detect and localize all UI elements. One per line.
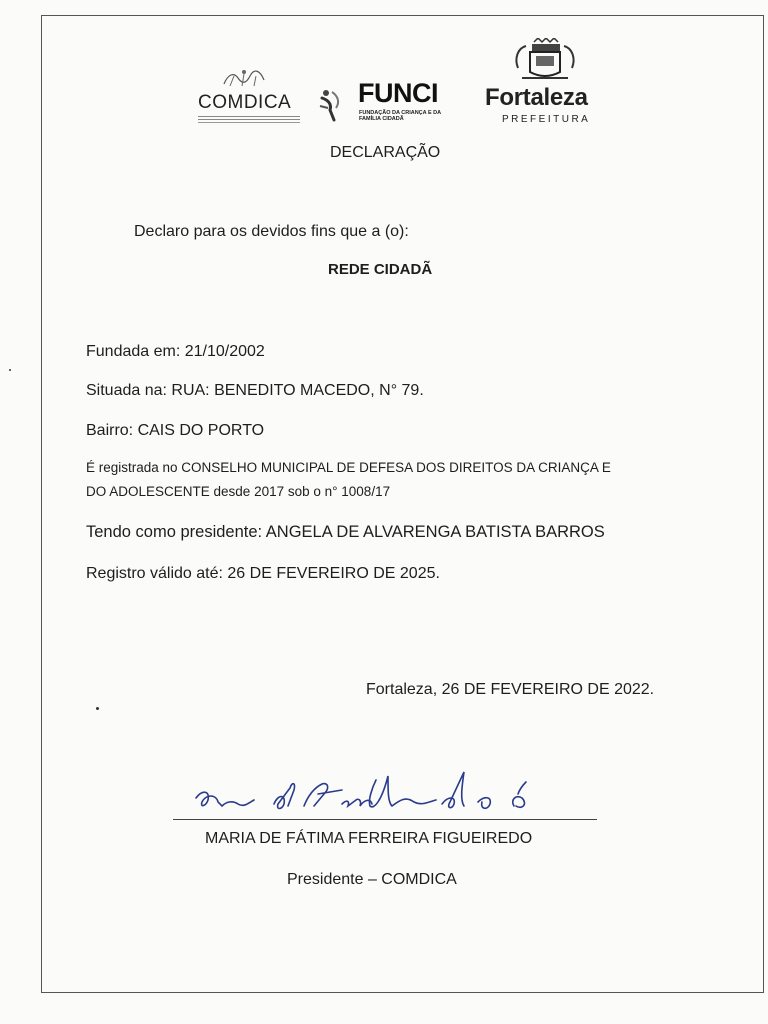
- entity-name: REDE CIDADÃ: [328, 261, 433, 278]
- funci-subtitle: FUNDAÇÃO DA CRIANÇA E DA FAMÍLIA CIDADÃ: [359, 110, 441, 122]
- scan-speck: [96, 707, 99, 710]
- signature-line: [173, 819, 597, 820]
- comdica-name: COMDICA: [198, 92, 292, 113]
- comdica-emblem-icon: [216, 64, 272, 92]
- founded-date: Fundada em: 21/10/2002: [86, 343, 265, 360]
- registration-line-2: DO ADOLESCENTE desde 2017 sob o n° 1008/17: [86, 484, 391, 499]
- intro-text: Declaro para os devidos fins que a (o):: [134, 223, 409, 240]
- signatory-role: Presidente – COMDICA: [287, 871, 457, 888]
- document-title: DECLARAÇÃO: [330, 144, 441, 161]
- scan-speck: [9, 369, 11, 371]
- fortaleza-subtitle: PREFEITURA: [502, 114, 591, 125]
- place-and-date: Fortaleza, 26 DE FEVEREIRO DE 2022.: [366, 681, 655, 698]
- comdica-subtitle-lines: [198, 116, 300, 120]
- signatory-name: MARIA DE FÁTIMA FERREIRA FIGUEIREDO: [205, 830, 533, 847]
- handwritten-signature: [192, 766, 552, 826]
- neighborhood: Bairro: CAIS DO PORTO: [86, 422, 265, 439]
- fortaleza-name: Fortaleza: [485, 84, 588, 111]
- funci-logo: [318, 78, 458, 128]
- comdica-subtitle-line: [198, 122, 300, 123]
- funci-figure-icon: [318, 88, 344, 122]
- registration-line-1: É registrada no CONSELHO MUNICIPAL DE DEFESA DOS DIREITOS DA CRIANÇA E: [86, 460, 611, 475]
- fortaleza-crest-icon: [512, 38, 578, 84]
- valid-until: Registro válido até: 26 DE FEVEREIRO DE 2025.: [86, 565, 440, 582]
- address: Situada na: RUA: BENEDITO MACEDO, N° 79.: [86, 382, 424, 399]
- comdica-logo: [196, 64, 300, 128]
- funci-name: FUNCI: [358, 78, 438, 108]
- fortaleza-logo: [484, 38, 614, 130]
- president-line: Tendo como presidente: ANGELA DE ALVARENGA BATISTA BARROS: [86, 523, 605, 541]
